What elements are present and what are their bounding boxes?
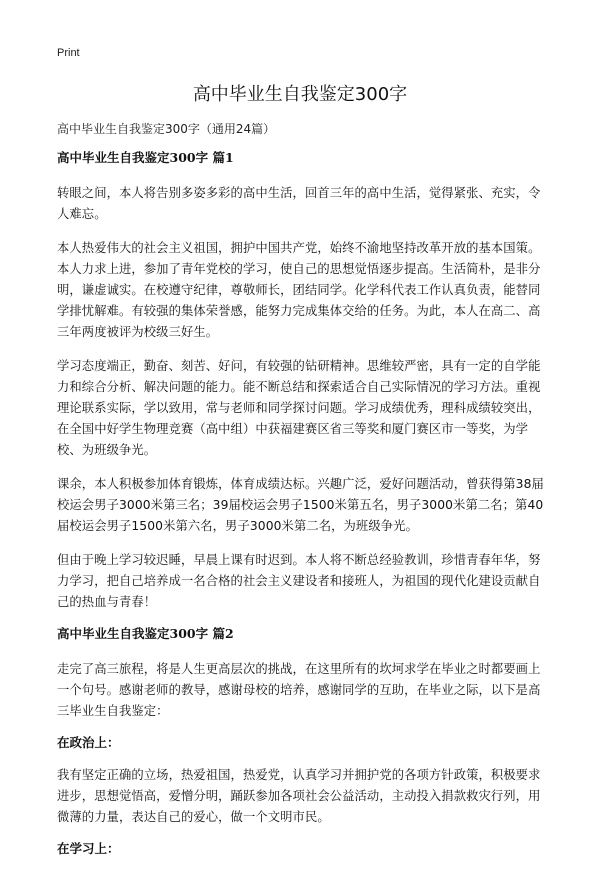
subsection-heading-politics: 在政治上：: [57, 735, 120, 750]
subsection-heading-study: 在学习上：: [57, 841, 120, 856]
document-subtitle: 高中毕业生自我鉴定300字（通用24篇）: [57, 122, 276, 136]
paragraph: 学习态度端正，勤奋、刻苦、好问，有较强的钻研精神。思维较严密，具有一定的自学能力和综合分析、解决问题的能力。能不断总结和探索适合自己实际情况的学习方法。重视理论联系实际，学以致用，常与老师和同学探讨问题。学习成绩优秀，理科成绩较突出，在全国中好学生物理竞赛（高中组）中获福建赛区省三等奖和厦门赛区市一等奖，为学校、为班级争光。: [57, 359, 541, 457]
paragraph: 但由于晚上学习较迟睡，早晨上课有时迟到。本人将不断总经验教训，珍惜青春年华，努力学习，把自己培养成一名合格的社会主义建设者和接班人，为祖国的现代化建设贡献自己的热血与青春！: [57, 553, 541, 609]
section-heading-1: 高中毕业生自我鉴定300字 篇1: [57, 150, 234, 165]
paragraph: 课余，本人积极参加体育锻炼，体育成绩达标。兴趣广泛，爱好问题活动，曾获得第38届校运会男子3000米第三名；39届校运会男子1500米第五名，男子3000米第二名；第40届校运会男子1500米第六名，男子3000米第二名，为班级争光。: [57, 477, 544, 533]
print-link[interactable]: Print: [57, 47, 80, 59]
paragraph: 本人热爱伟大的社会主义祖国，拥护中国共产党，始终不渝地坚持改革开放的基本国策。本人力求上进，参加了青年党校的学习，使自己的思想觉悟逐步提高。生活简朴，是非分明，谦虚诚实。在校遵守纪律，尊敬师长，团结同学。化学科代表工作认真负责，能替同学排忧解难。有较强的集体荣誉感，能努力完成集体交给的任务。为此，本人在高二、高三年两度被评为校级三好生。: [57, 241, 541, 339]
paragraph: 走完了高三旅程，将是人生更高层次的挑战，在这里所有的坎坷求学在毕业之时都要画上一个句号。感谢老师的教导，感谢母校的培养，感谢同学的互助，在毕业之际，以下是高三毕业生自我鉴定：: [57, 662, 541, 718]
paragraph: 我有坚定正确的立场，热爱祖国，热爱党，认真学习并拥护党的各项方针政策，积极要求进步，思想觉悟高，爱憎分明，踊跃参加各项社会公益活动，主动投入捐款救灾行列，用微薄的力量，表达自己的爱心，做一个文明市民。: [57, 768, 541, 824]
paragraph: 转眼之间，本人将告别多姿多彩的高中生活，回首三年的高中生活，觉得紧张、充实，令人难忘。: [57, 186, 541, 221]
document-body: [57, 150, 552, 871]
section-heading-2: 高中毕业生自我鉴定300字 篇2: [57, 626, 234, 641]
page-title: 高中毕业生自我鉴定300字: [192, 84, 408, 105]
